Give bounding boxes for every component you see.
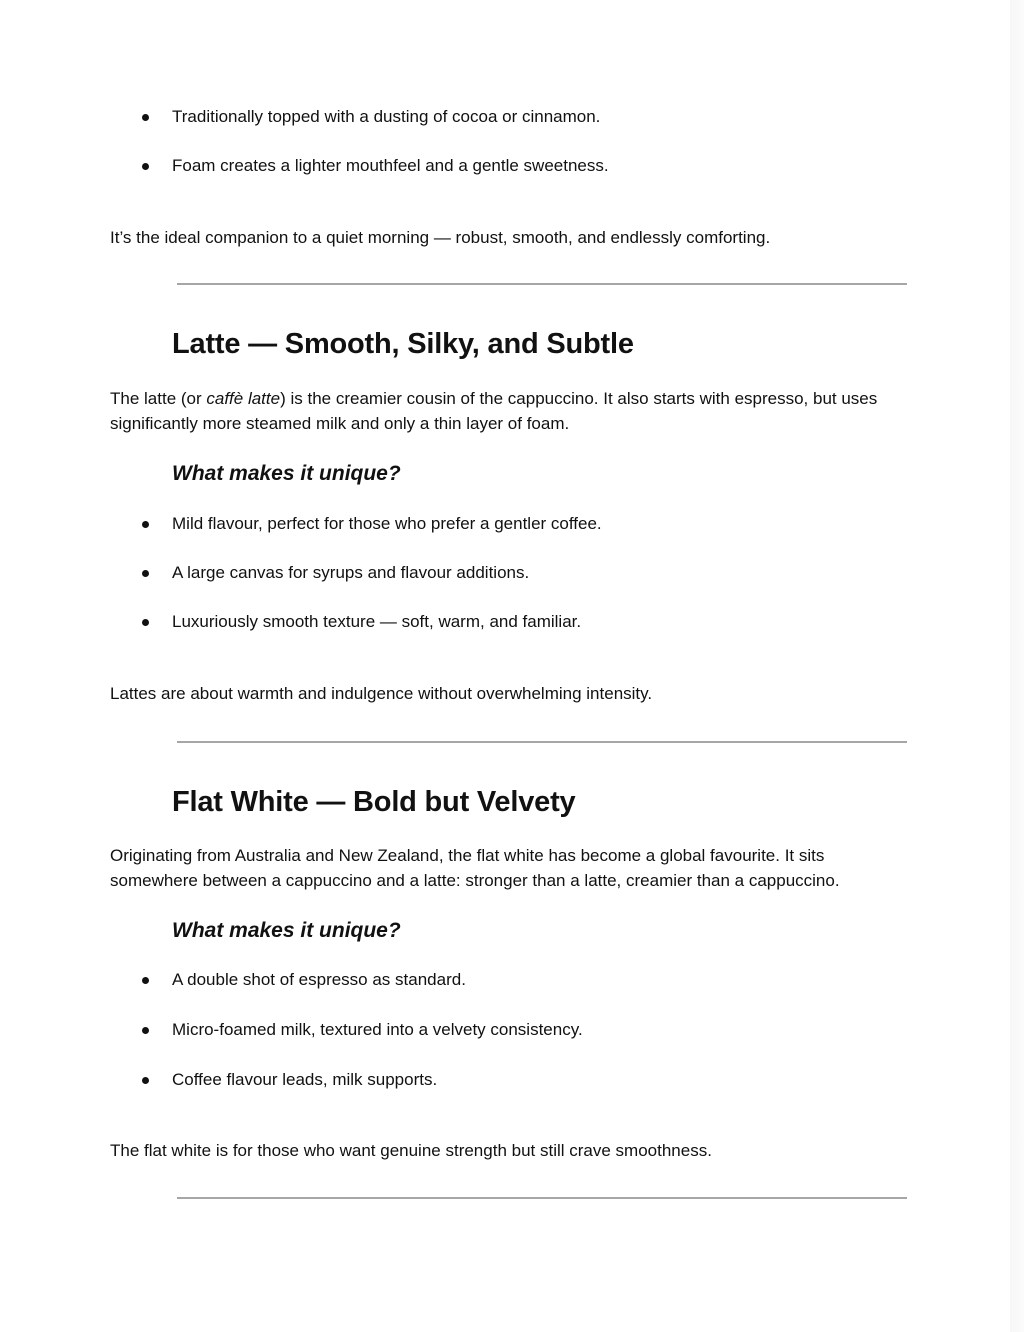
section-divider (177, 283, 907, 285)
bullet-icon (142, 977, 149, 984)
flat-white-bullet-2 (110, 1019, 583, 1041)
list-item: Luxuriously smooth texture — soft, warm, and familiar. (110, 611, 581, 633)
list-item: Foam creates a lighter mouthfeel and a gentle sweetness. (110, 155, 609, 177)
list-item: Micro-foamed milk, textured into a velvety consistency. (110, 1019, 583, 1041)
cappuccino-bullet-list-2 (110, 155, 609, 177)
latte-closing-paragraph: Lattes are about warmth and indulgence without overwhelming intensity. (110, 684, 653, 703)
bullet-icon (142, 163, 149, 170)
page-edge-gutter (1010, 0, 1024, 1332)
bullet-icon (142, 570, 149, 577)
list-item: Coffee flavour leads, milk supports. (110, 1069, 437, 1091)
bullet-icon (142, 114, 149, 121)
list-item: A large canvas for syrups and flavour additions. (110, 562, 529, 584)
caffe-latte-italic: caffè latte (206, 389, 281, 408)
flat-white-bullet-3 (110, 1069, 437, 1091)
flat-white-closing-paragraph: The flat white is for those who want genuine strength but still crave smoothness. (110, 1141, 712, 1160)
bullet-icon (142, 1027, 149, 1034)
list-item: Mild flavour, perfect for those who prefer a gentler coffee. (110, 513, 602, 535)
cappuccino-closing-paragraph: It’s the ideal companion to a quiet morning — robust, smooth, and endlessly comforting. (110, 228, 771, 247)
latte-bullet-1 (110, 513, 602, 535)
latte-bullet-3 (110, 611, 581, 633)
bullet-icon (142, 521, 149, 528)
flat-white-subheading: What makes it unique? (172, 919, 401, 942)
bullet-icon (142, 1077, 149, 1084)
list-item: Traditionally topped with a dusting of cocoa or cinnamon. (110, 106, 600, 128)
latte-heading: Latte — Smooth, Silky, and Subtle (172, 328, 634, 360)
flat-white-heading: Flat White — Bold but Velvety (172, 786, 576, 818)
section-divider (177, 1197, 907, 1199)
flat-white-description: Originating from Australia and New Zealand, the flat white has become a global favourite. It sits somewhere between a cappuccino and a latte: stronger than a latte, creamier than a cappuccino. (110, 846, 840, 890)
cappuccino-bullet-list (110, 106, 600, 128)
bullet-icon (142, 619, 149, 626)
flat-white-bullet-1 (110, 969, 466, 991)
latte-bullet-2 (110, 562, 529, 584)
section-divider (177, 741, 907, 743)
latte-subheading: What makes it unique? (172, 462, 401, 485)
list-item: A double shot of espresso as standard. (110, 969, 466, 991)
latte-description: The latte (or caffè latte) is the creamier cousin of the cappuccino. It also starts with espresso, but uses significantly more steamed milk and only a thin layer of foam. (110, 389, 878, 433)
